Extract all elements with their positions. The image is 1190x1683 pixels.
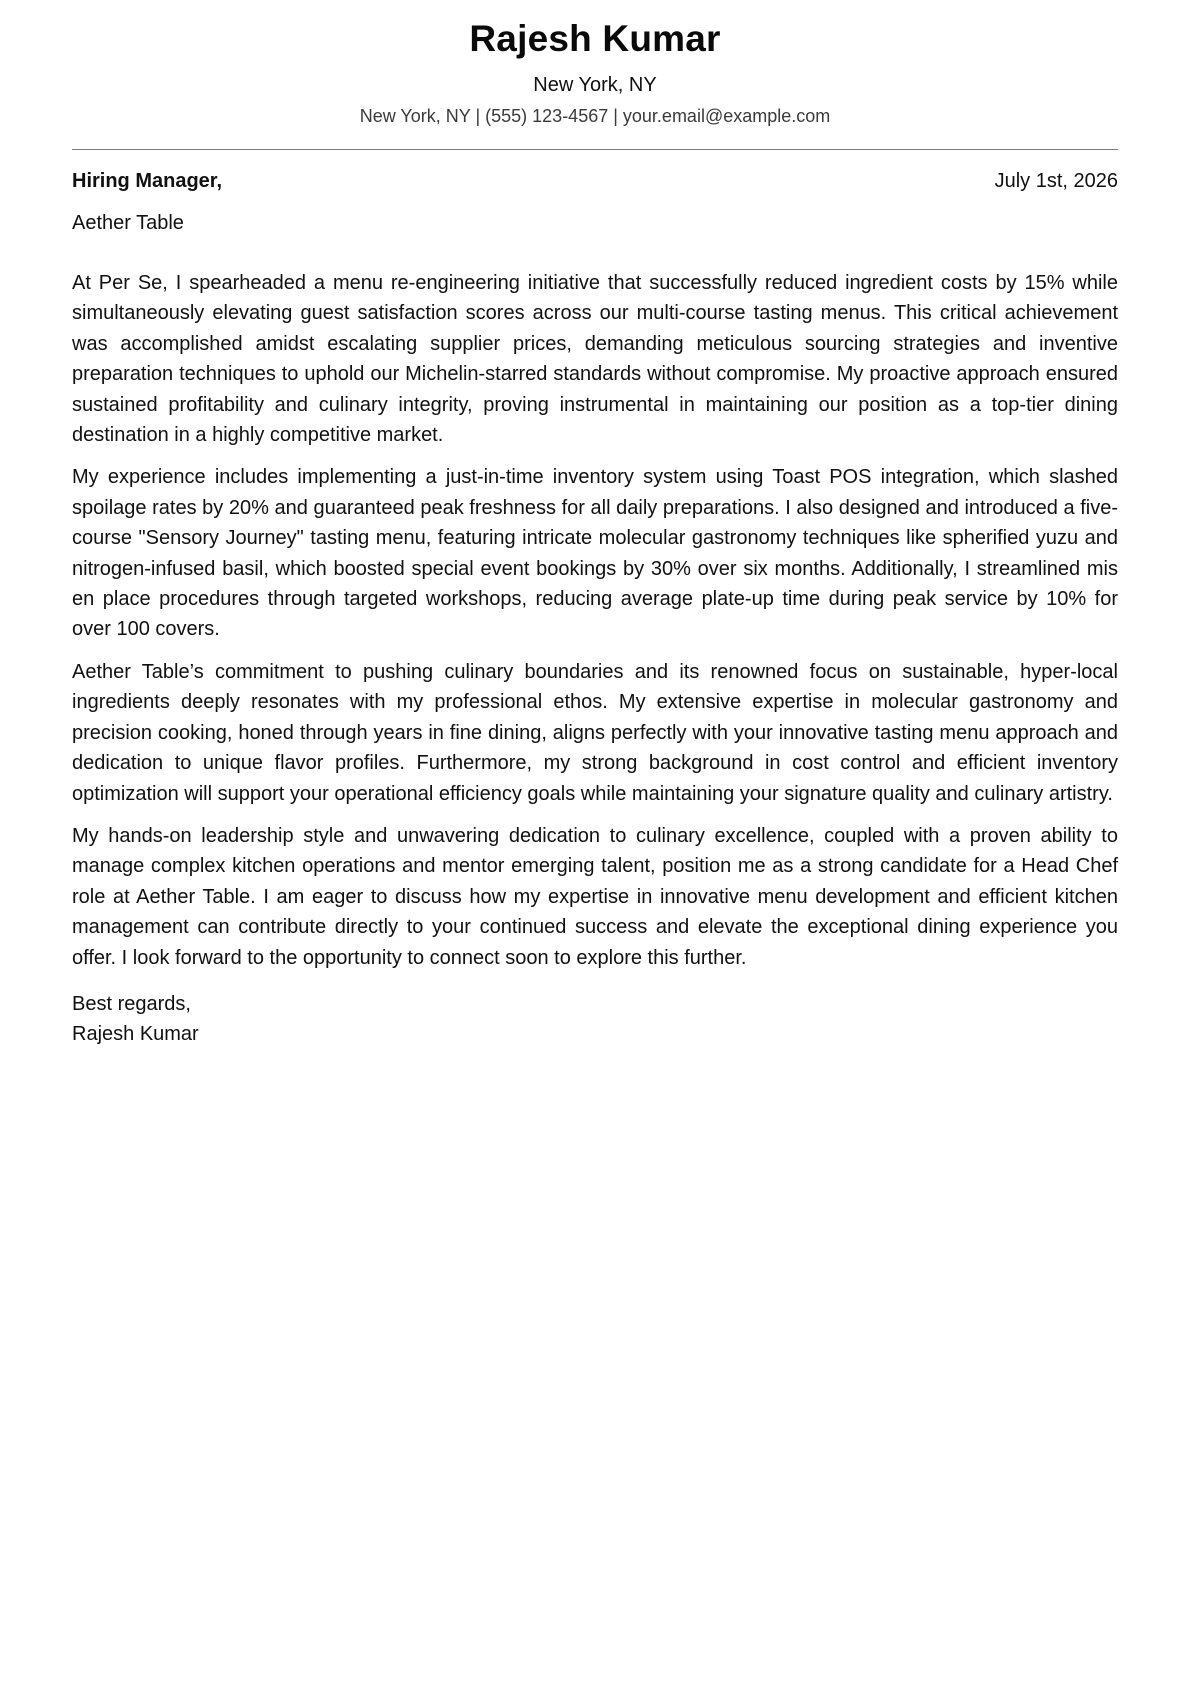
body-paragraph-4: My hands-on leadership style and unwavering dedication to culinary excellence, coupled with a proven ability to manage complex kitchen operations and mentor emerging talent, position me as a strong candidate for a Head Chef role at Aether Table. I am eager to discuss how my expertise in innovative menu development and efficient kitchen management can contribute directly to your continued success and elevate the exceptional dining experience you offer. I look forward to the opportunity to connect soon to explore this further. xyxy=(72,824,1118,969)
letter-body xyxy=(72,268,1118,973)
body-paragraph-1: At Per Se, I spearheaded a menu re-engineering initiative that successfully reduced ingredient costs by 15% while simultaneously elevating guest satisfaction scores across our multi-course tasting menus. This critical achievement was accomplished amidst escalating supplier prices, demanding meticulous sourcing strategies and inventive preparation techniques to uphold our Michelin-starred standards without compromise. My proactive approach ensured sustained profitability and culinary integrity, proving instrumental in maintaining our position as a top-tier dining destination in a highly competitive market. xyxy=(72,272,1118,447)
body-paragraph-3: Aether Table’s commitment to pushing culinary boundaries and its renowned focus on sustainable, hyper-local ingredients deeply resonates with my professional ethos. My extensive expertise in molecular gastronomy and precision cooking, honed through years in fine dining, aligns perfectly with your innovative tasting menu approach and dedication to unique flavor profiles. Furthermore, my strong background in cost control and efficient inventory optimization will support your operational efficiency goals while maintaining your signature quality and culinary artistry. xyxy=(72,660,1118,805)
recipient-company: Aether Table xyxy=(72,212,184,234)
recipient-date-row xyxy=(72,168,1118,194)
signature-name: Rajesh Kumar xyxy=(72,1022,199,1045)
sender-name: Rajesh Kumar xyxy=(469,18,721,59)
letter-date: July 1st, 2026 xyxy=(994,170,1118,192)
closing-phrase: Best regards, xyxy=(72,992,191,1015)
sender-contact-line: New York, NY | (555) 123-4567 | your.email@example.com xyxy=(359,106,831,126)
header-divider xyxy=(72,149,1118,150)
sender-location: New York, NY xyxy=(533,74,657,96)
letter-header xyxy=(72,0,1118,128)
body-paragraph-2: My experience includes implementing a just-in-time inventory system using Toast POS integration, which slashed spoilage rates by 20% and guaranteed peak freshness for all daily preparations. I also designed and introduced a five-course "Sensory Journey" tasting menu, featuring intricate molecular gastronomy techniques like spherified yuzu and nitrogen-infused basil, which boosted special event bookings by 30% over six months. Additionally, I streamlined mis en place procedures through targeted workshops, reducing average plate-up time during peak service by 10% for over 100 covers. xyxy=(72,466,1118,641)
recipient-salutation: Hiring Manager, xyxy=(72,170,223,192)
letter-closing xyxy=(72,989,1118,1049)
